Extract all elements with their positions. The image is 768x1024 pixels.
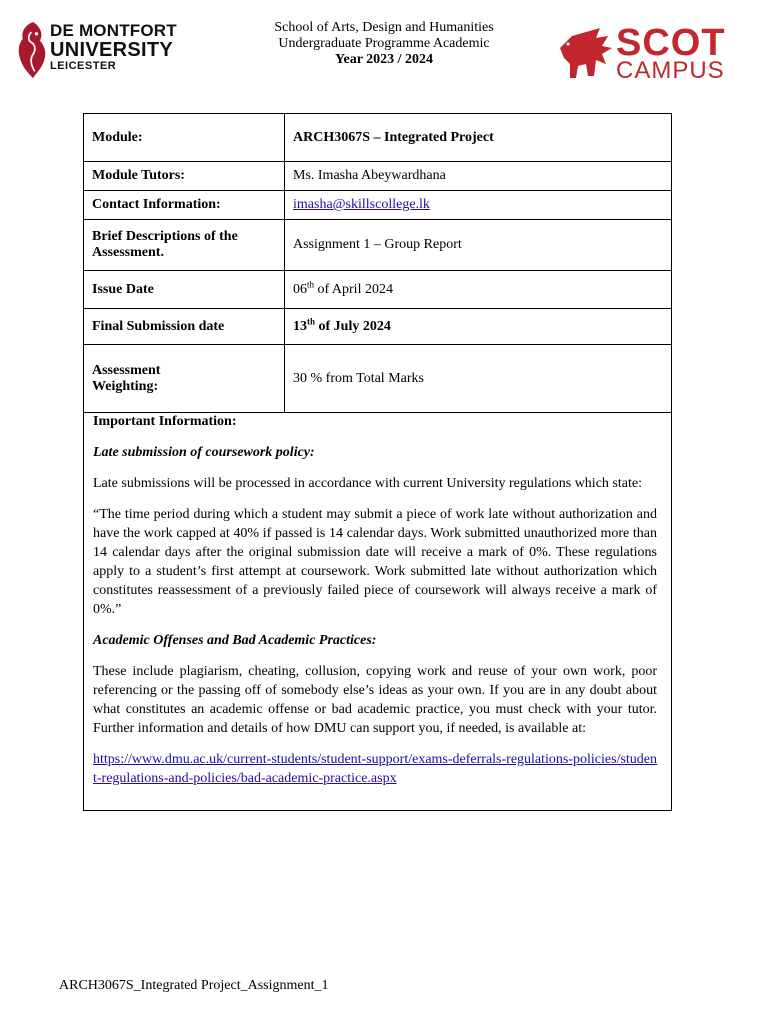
tutors-label: Module Tutors:: [84, 162, 285, 191]
issue-label: Issue Date: [84, 271, 285, 309]
brief-label: Brief Descriptions of the Assessment.: [84, 220, 285, 271]
table-row: [84, 345, 672, 413]
table-row: [84, 191, 672, 220]
scot-wordmark: [616, 22, 726, 84]
contact-label: Contact Information:: [84, 191, 285, 220]
contact-email-link[interactable]: imasha@skillscollege.lk: [293, 197, 430, 212]
late-policy-quote: “The time period during which a student may submit a piece of work late without authorization and have the work capped at 40% if passed is 14 calendar days. Work submitted unauthorized more than 14 calendar days after the original submission date will receive a mark of 0%. These regulations apply to a student’s first attempt at coursework. Work submitted late without authorization which constitutes reassessment of a previously failed piece of coursework will always receive a mark of 0%.”: [93, 507, 657, 617]
weighting-label-line1: Assessment: [92, 362, 161, 378]
dmu-lion-icon: [16, 14, 50, 86]
weighting-label: [84, 345, 285, 413]
issue-rest: of April 2024: [314, 281, 393, 297]
brief-value: Assignment 1 – Group Report: [285, 220, 672, 271]
weighting-value: 30 % from Total Marks: [285, 345, 672, 413]
dmu-line2: UNIVERSITY: [50, 39, 174, 61]
table-row: [84, 271, 672, 309]
scot-line1: SCOT: [616, 22, 726, 64]
offense-text: These include plagiarism, cheating, collusion, copying work and reuse of your own work, poor referencing or the passing off of somebody else’s ideas as your own. If you are in any doubt about what constitutes an academic offense or bad academic practice, you must check with your tutor. Further information and details of how DMU can support you, if needed, is available at:: [93, 664, 657, 736]
dmu-line1: DE MONTFORT: [50, 21, 177, 40]
final-value: [285, 309, 672, 345]
important-heading: Important Information:: [93, 414, 237, 429]
tutors-value: Ms. Imasha Abeywardhana: [285, 162, 672, 191]
school-name: School of Arts, Design and Humanities: [274, 20, 494, 35]
scot-line2: CAMPUS: [616, 57, 725, 84]
document-header: [200, 20, 568, 68]
important-information-box: [83, 411, 672, 811]
late-policy-intro: Late submissions will be processed in accordance with current University regulations which state:: [93, 476, 642, 491]
footer-filename: ARCH3067S_Integrated Project_Assignment_1: [59, 978, 329, 993]
table-row: [84, 309, 672, 345]
late-policy-heading: Late submission of coursework policy:: [93, 445, 315, 460]
academic-year: Year 2023 / 2024: [334, 52, 434, 67]
table-row: [84, 162, 672, 191]
offense-heading: Academic Offenses and Bad Academic Practices:: [93, 633, 377, 648]
scot-lion-icon: [556, 26, 616, 82]
dmu-line3: LEICESTER: [50, 60, 117, 72]
contact-cell: [285, 191, 672, 220]
bad-practice-policy-link[interactable]: https://www.dmu.ac.uk/current-students/student-support/exams-deferrals-regulations-policies/student-regulations-and-policies/bad-academic-practice.aspx: [93, 752, 658, 786]
policy-link-paragraph: [93, 750, 657, 788]
table-row: [84, 114, 672, 162]
programme-name: Undergraduate Programme Academic: [278, 36, 490, 51]
weighting-label-line2: Weighting:: [92, 378, 159, 394]
module-value: ARCH3067S – Integrated Project: [285, 114, 672, 162]
dmu-wordmark: [50, 22, 177, 72]
issue-day: 06: [293, 281, 307, 297]
issue-suffix: th: [307, 278, 315, 289]
final-label: Final Submission date: [84, 309, 285, 345]
module-label: Module:: [84, 114, 285, 162]
table-row: [84, 220, 672, 271]
final-suffix: th: [307, 315, 316, 326]
final-rest: of July 2024: [315, 318, 391, 334]
final-day: 13: [293, 318, 307, 334]
assessment-info-table: [83, 113, 672, 413]
issue-value: [285, 271, 672, 309]
